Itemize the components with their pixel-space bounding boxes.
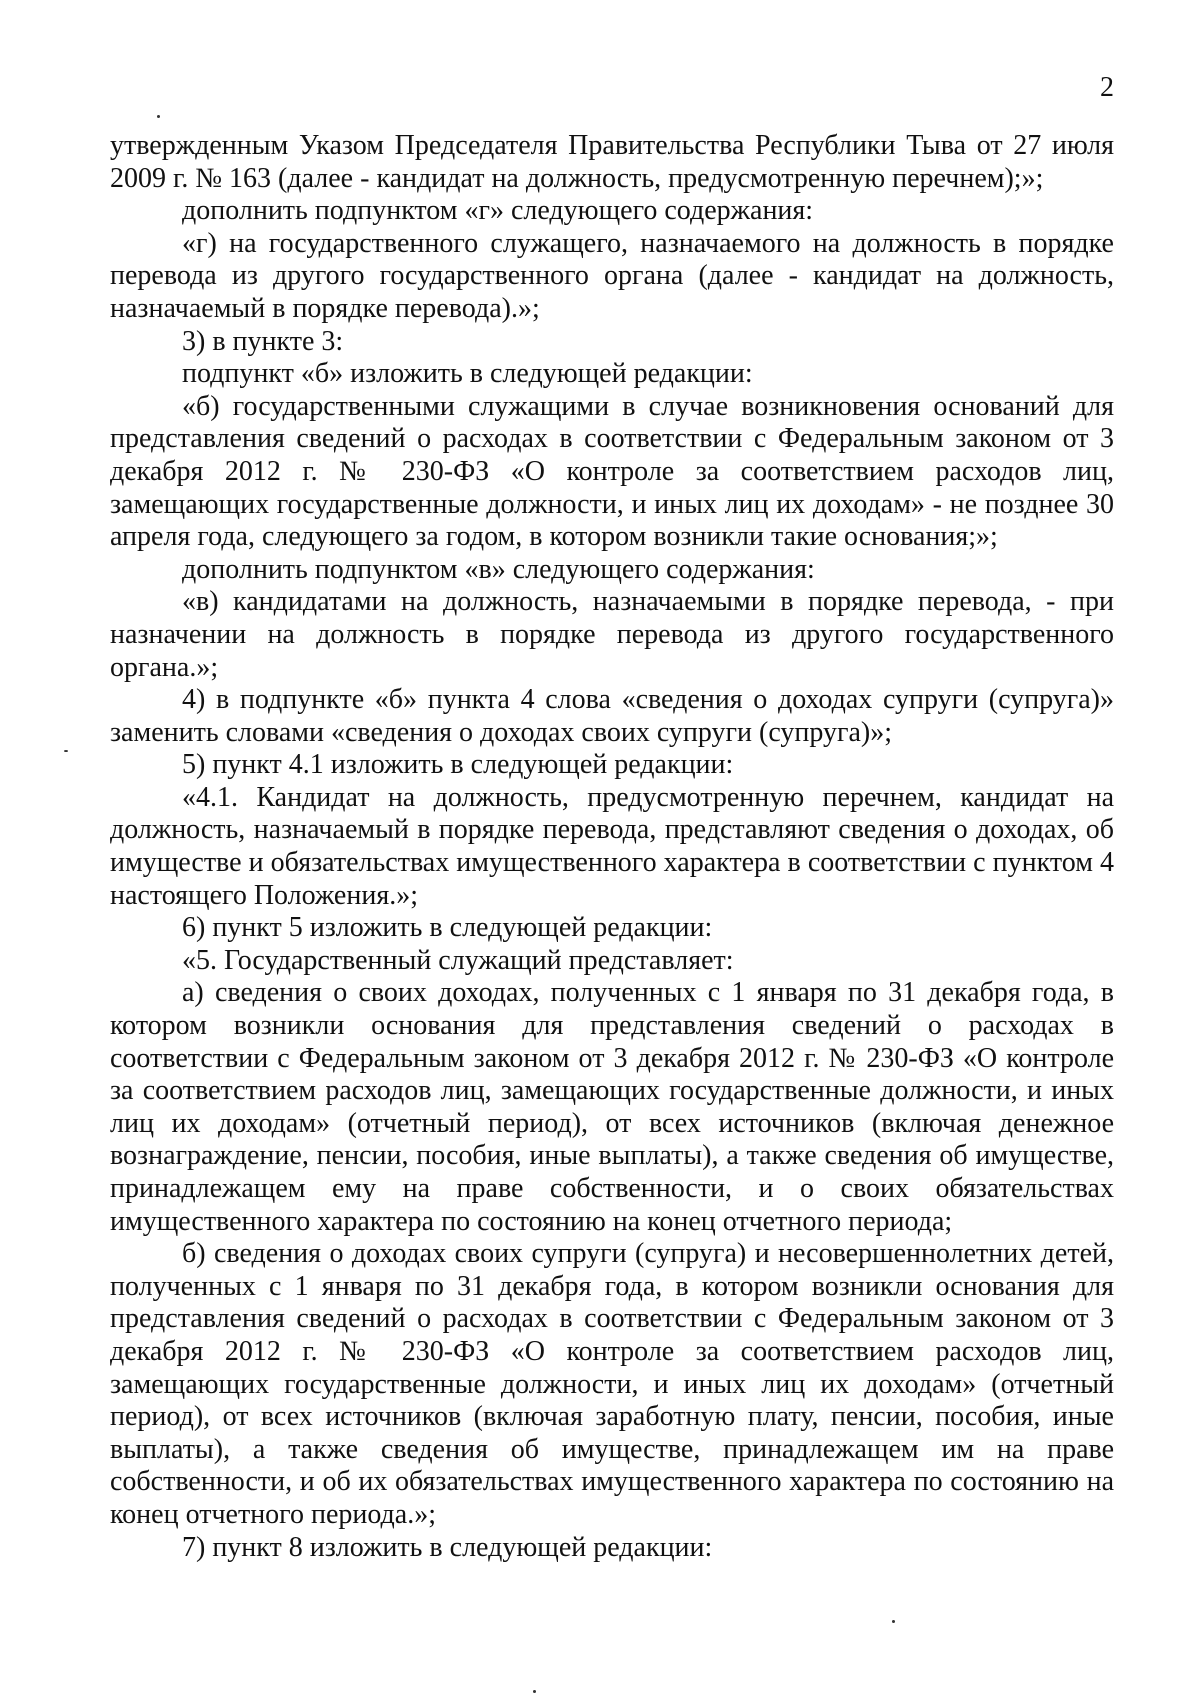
paragraph: «г) на государственного служащего, назначаемого на должность в порядке перевода из другого государственного органа (далее - кандидат на должность, назначаемый в порядке перевода).»; [110, 227, 1114, 324]
paragraph: а) сведения о своих доходах, полученных с 1 января по 31 декабря года, в котором возникли основания для представления сведений о расходах в соответствии с Федеральным законом от 3 декабря 2012 г. № 230-ФЗ «О контроле за соответствием расходов лиц, замещающих государственные должности, и иных лиц их доходам» (отчетный период), от всех источников (включая денежное вознаграждение, пенсии, пособия, иные выплаты), а также сведения об имуществе, принадлежащем ему на праве собственности, и о своих обязательствах имущественного характера по состоянию на конец отчетного периода; [110, 977, 1114, 1237]
paragraph: «4.1. Кандидат на должность, предусмотренную перечнем, кандидат на должность, назначаемый в порядке перевода, представляют сведения о доходах, об имуществе и обязательствах имущественного характера в соответствии с пунктом 4 настоящего Положения.»; [110, 781, 1114, 911]
paragraph: «в) кандидатами на должность, назначаемыми в порядке перевода, - при назначении на должность в порядке перевода из другого государственного органа.»; [110, 586, 1114, 683]
scan-speck [533, 1690, 536, 1693]
paragraph: 6) пункт 5 изложить в следующей редакции: [182, 912, 713, 944]
paragraph: дополнить подпунктом «г» следующего содержания: [182, 195, 814, 227]
scan-speck [892, 1620, 895, 1623]
paragraph: б) сведения о доходах своих супруги (супруга) и несовершеннолетних детей, полученных с 1 января по 31 декабря года, в котором возникли основания для представления сведений о расходах в соответствии с Федеральным законом от 3 декабря 2012 г. № 230-ФЗ «О контроле за соответствием расходов лиц, замещающих государственные должности, и иных лиц их доходам» (отчетный период), от всех источников (включая заработную плату, пенсии, пособия, иные выплаты), а также сведения об имуществе, принадлежащем им на праве собственности, и об их обязательствах имущественного характера по состоянию на конец отчетного периода.»; [110, 1238, 1114, 1530]
scan-speck [64, 750, 68, 752]
paragraph: 7) пункт 8 изложить в следующей редакции: [182, 1531, 713, 1563]
paragraph: дополнить подпунктом «в» следующего содержания: [182, 553, 815, 585]
paragraph: «5. Государственный служащий представляет: [182, 944, 734, 976]
paragraph: 5) пункт 4.1 изложить в следующей редакции: [182, 749, 734, 781]
paragraph: «б) государственными служащими в случае возникновения оснований для представления сведений о расходах в соответствии с Федеральным законом от 3 декабря 2012 г. № 230-ФЗ «О контроле за соответствием расходов лиц, замещающих государственные должности, и иных лиц их доходам» - не позднее 30 апреля года, следующего за годом, в котором возникли такие основания;»; [110, 390, 1114, 553]
paragraph: утвержденным Указом Председателя Правительства Республики Тыва от 27 июля 2009 г. № 163 (далее - кандидат на должность, предусмотренную перечнем);»; [110, 130, 1114, 194]
paragraph: 4) в подпункте «б» пункта 4 слова «сведения о доходах супруги (супруга)» заменить словами «сведения о доходах своих супруги (супруга)»; [110, 684, 1114, 748]
paragraph: 3) в пункте 3: [182, 325, 344, 357]
page-number: 2 [1100, 72, 1114, 103]
paragraph: подпункт «б» изложить в следующей редакции: [182, 358, 753, 390]
document-body [110, 130, 1114, 1564]
scan-speck [157, 115, 160, 118]
